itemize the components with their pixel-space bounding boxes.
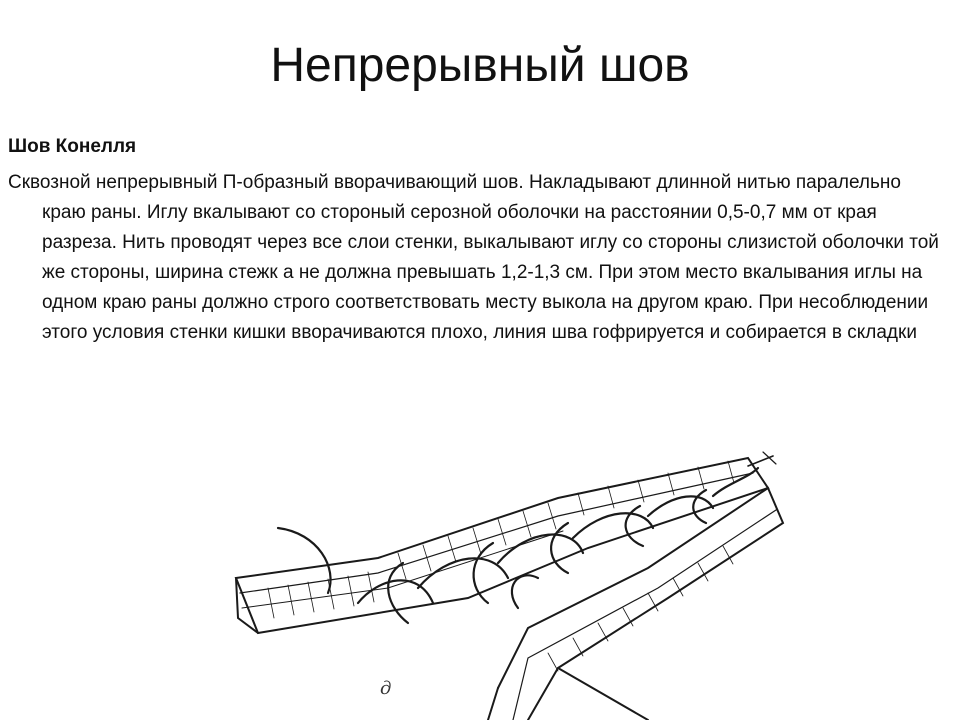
body-paragraph: Сквозной непрерывный П-образный вворачивающий шов. Накладывают длинной нитью паралельно краю раны. Иглу вкалывают со стороный серозной оболочки на расстоянии 0,5-0,7 мм от края разреза. Нить проводят через все слои стенки, выкалывают иглу со стороны слизистой оболочки той же стороны, ширина стежк а не должна превышать 1,2-1,3 см. При этом место вкалывания иглы на одном краю раны должно строго соответствовать месту выкола на другом краю. При несоблюдении этого условия стенки кишки вворачиваются плохо, линия шва гофрируется и собирается в складки [8, 172, 939, 343]
slide-title: Непрерывный шов [270, 39, 690, 92]
suture-drawing [228, 428, 788, 720]
figure-label: д [380, 678, 392, 699]
bottom-tissue-edge [488, 668, 648, 720]
suture-thread [278, 468, 758, 623]
slide-content [8, 132, 948, 348]
suture-illustration [228, 428, 788, 720]
section-subheading: Шов Конелля [8, 136, 137, 157]
right-tissue-wall [498, 488, 783, 720]
